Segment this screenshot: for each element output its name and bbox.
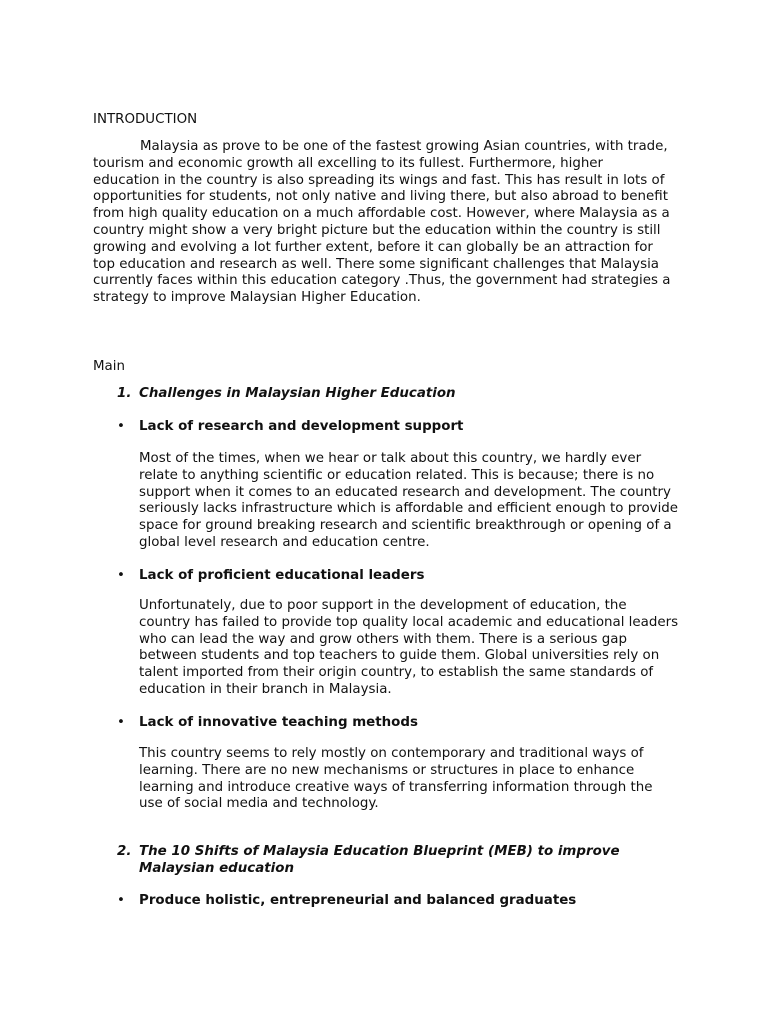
bullet-research-support [117, 419, 463, 436]
bullet-title: Lack of research and development support [139, 419, 464, 434]
bullet-title: Produce holistic, entrepreneurial and balanced graduates [139, 893, 577, 908]
bullet-teaching-methods [117, 715, 418, 732]
section-2-number: 2. [117, 844, 132, 859]
bullet-teaching-methods-body: This country seems to rely mostly on contemporary and traditional ways of learning. There are no new mechanisms or structures in place to enhance learning and introduce creative ways of transferring information through the use of social media and technology. [139, 746, 653, 812]
bullet-marker: • [117, 568, 125, 583]
section-1-number: 1. [117, 386, 132, 401]
section-1-title: Challenges in Malaysian Higher Education [139, 386, 456, 401]
bullet-marker: • [117, 715, 125, 730]
bullet-marker: • [117, 893, 125, 908]
bullet-educational-leaders [117, 568, 424, 585]
bullet-title: Lack of proficient educational leaders [139, 568, 425, 583]
bullet-educational-leaders-body: Unfortunately, due to poor support in the development of education, the country has failed to provide top quality local academic and educational leaders who can lead the way and grow others with them. There is a serious gap between students and top teachers to guide them. Global universities rely on talent imported from their origin country, to establish the same standards of education in their branch in Malaysia. [139, 598, 679, 697]
section-1-heading [117, 386, 677, 403]
bullet-holistic-graduates [117, 893, 576, 910]
introduction-paragraph: Malaysia as prove to be one of the fastest growing Asian countries, with trade, tourism and economic growth all excelling to its fullest. Furthermore, higher education in the country is also spreading its wings and fast. This has result in lots of opportunities for students, not only native and living there, but also abroad to benefit from high quality education on a much affordable cost. However, where Malaysia as a country might show a very bright picture but the education within the country is still growing and evolving a lot further extent, before it can globally be an attraction for top education and research as well. There some significant challenges that Malaysia currently faces within this education category .Thus, the government had strategies a strategy to improve Malaysian Higher Education. [93, 139, 671, 306]
bullet-title: Lack of innovative teaching methods [139, 715, 418, 730]
main-label: Main [93, 359, 125, 374]
bullet-research-support-body: Most of the times, when we hear or talk about this country, we hardly ever relate to anything scientific or education related. This is because; there is no support when it comes to an educated research and development. The country seriously lacks infrastructure which is affordable and efficient enough to provide space for ground breaking research and scientific breakthrough or opening of a global level research and education centre. [139, 451, 679, 550]
bullet-marker: • [117, 419, 125, 434]
section-2-title: The 10 Shifts of Malaysia Education Blueprint (MEB) to improve Malaysian education [139, 844, 620, 876]
section-2-heading [117, 844, 677, 878]
introduction-heading: INTRODUCTION [93, 112, 198, 127]
